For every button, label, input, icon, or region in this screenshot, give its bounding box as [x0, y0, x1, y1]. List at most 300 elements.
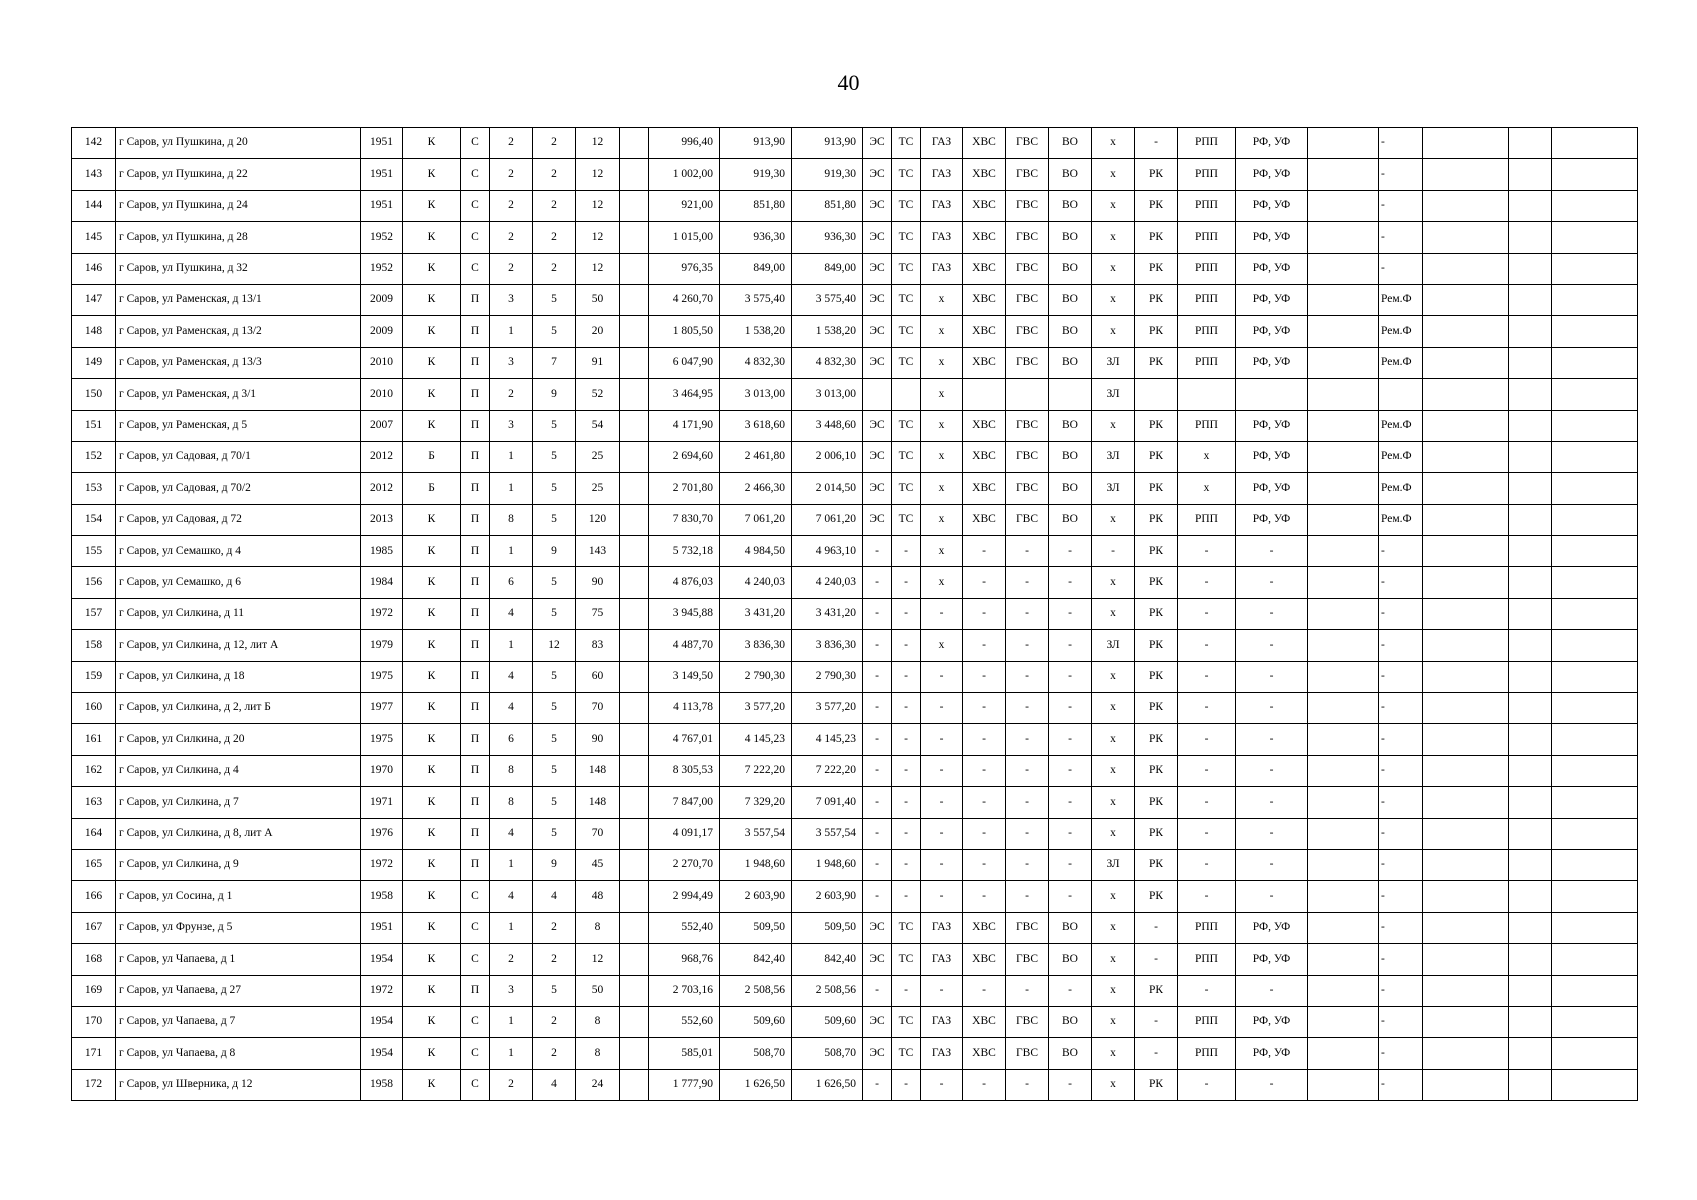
- table-cell: -: [1049, 630, 1092, 661]
- table-cell: РПП: [1178, 284, 1236, 315]
- table-row: [72, 975, 1638, 1006]
- table-cell: 842,40: [792, 944, 863, 975]
- table-cell: 1970: [361, 755, 403, 786]
- table-row: [72, 1038, 1638, 1069]
- table-cell: К: [403, 128, 461, 159]
- table-cell: 45: [576, 849, 620, 880]
- table-cell: -: [1236, 881, 1308, 912]
- table-cell: 6: [490, 567, 533, 598]
- table-cell: 508,70: [720, 1038, 792, 1069]
- table-cell: х: [1092, 284, 1135, 315]
- table-cell: РК: [1135, 975, 1178, 1006]
- table-cell: 919,30: [720, 159, 792, 190]
- table-cell: РК: [1135, 347, 1178, 378]
- table-cell: П: [461, 410, 490, 441]
- table-row: [72, 504, 1638, 535]
- table-cell: ЭС: [863, 347, 892, 378]
- table-cell: 1 002,00: [649, 159, 720, 190]
- table-cell: -: [921, 787, 963, 818]
- table-cell: -: [1006, 755, 1049, 786]
- table-cell: ХВС: [963, 222, 1006, 253]
- table-cell: 8: [490, 755, 533, 786]
- table-row: [72, 410, 1638, 441]
- table-cell: 2: [533, 1006, 576, 1037]
- table-cell: -: [921, 849, 963, 880]
- table-cell: 2 790,30: [720, 661, 792, 692]
- table-cell: [620, 881, 649, 912]
- table-cell: [1178, 379, 1236, 410]
- table-cell: [1552, 1006, 1638, 1037]
- table-cell: 2: [490, 128, 533, 159]
- table-cell: 2 603,90: [720, 881, 792, 912]
- table-cell: -: [1379, 1038, 1423, 1069]
- table-cell: 2007: [361, 410, 403, 441]
- table-cell: 2009: [361, 316, 403, 347]
- table-cell: -: [1379, 881, 1423, 912]
- table-cell: [1509, 410, 1552, 441]
- table-cell: [1236, 379, 1308, 410]
- table-cell: ЭС: [863, 159, 892, 190]
- table-cell: К: [403, 693, 461, 724]
- table-cell: П: [461, 693, 490, 724]
- table-cell: 143: [576, 536, 620, 567]
- table-cell: 7: [533, 347, 576, 378]
- table-cell: -: [963, 881, 1006, 912]
- table-cell: РПП: [1178, 944, 1236, 975]
- table-cell: ЭС: [863, 128, 892, 159]
- table-cell: ХВС: [963, 128, 1006, 159]
- table-cell: 921,00: [649, 190, 720, 221]
- table-cell: 849,00: [720, 253, 792, 284]
- table-cell: г Саров, ул Пушкина, д 32: [116, 253, 361, 284]
- table-cell: [1552, 379, 1638, 410]
- table-cell: [1509, 159, 1552, 190]
- table-cell: 2 508,56: [720, 975, 792, 1006]
- table-cell: ГАЗ: [921, 253, 963, 284]
- table-row: [72, 253, 1638, 284]
- table-row: [72, 724, 1638, 755]
- table-cell: -: [1379, 190, 1423, 221]
- table-cell: 149: [72, 347, 116, 378]
- table-cell: [1509, 504, 1552, 535]
- table-cell: -: [1006, 567, 1049, 598]
- table-cell: 7 830,70: [649, 504, 720, 535]
- table-cell: 2: [490, 222, 533, 253]
- table-cell: 2: [533, 128, 576, 159]
- table-cell: 143: [72, 159, 116, 190]
- table-cell: -: [863, 661, 892, 692]
- table-cell: 170: [72, 1006, 116, 1037]
- table-cell: [1423, 975, 1509, 1006]
- table-cell: [1308, 159, 1379, 190]
- table-cell: -: [1236, 536, 1308, 567]
- table-cell: 1972: [361, 975, 403, 1006]
- table-cell: 1972: [361, 598, 403, 629]
- table-row: [72, 818, 1638, 849]
- table-cell: х: [1092, 222, 1135, 253]
- table-cell: [963, 379, 1006, 410]
- table-cell: -: [1135, 128, 1178, 159]
- table-cell: К: [403, 881, 461, 912]
- table-cell: г Саров, ул Силкина, д 4: [116, 755, 361, 786]
- table-cell: С: [461, 944, 490, 975]
- table-cell: РК: [1135, 222, 1178, 253]
- table-cell: -: [1379, 787, 1423, 818]
- table-cell: [1552, 190, 1638, 221]
- table-cell: РФ, УФ: [1236, 441, 1308, 472]
- table-cell: [1552, 787, 1638, 818]
- table-cell: 165: [72, 849, 116, 880]
- table-cell: [1308, 755, 1379, 786]
- table-cell: ТС: [892, 159, 921, 190]
- table-cell: 1951: [361, 190, 403, 221]
- table-cell: РФ, УФ: [1236, 222, 1308, 253]
- table-cell: -: [1178, 881, 1236, 912]
- table-cell: 3 448,60: [792, 410, 863, 441]
- table-cell: РК: [1135, 849, 1178, 880]
- table-cell: 509,50: [720, 912, 792, 943]
- table-cell: 2009: [361, 284, 403, 315]
- table-cell: 1976: [361, 818, 403, 849]
- table-cell: ГАЗ: [921, 222, 963, 253]
- table-cell: -: [921, 661, 963, 692]
- table-cell: -: [892, 630, 921, 661]
- table-cell: С: [461, 881, 490, 912]
- table-cell: ВО: [1049, 944, 1092, 975]
- table-cell: -: [1236, 818, 1308, 849]
- table-cell: х: [1092, 128, 1135, 159]
- table-cell: РПП: [1178, 410, 1236, 441]
- table-cell: К: [403, 755, 461, 786]
- table-cell: П: [461, 755, 490, 786]
- table-cell: 145: [72, 222, 116, 253]
- table-cell: 2 603,90: [792, 881, 863, 912]
- table-cell: 9: [533, 379, 576, 410]
- table-cell: [1308, 190, 1379, 221]
- table-cell: [1552, 724, 1638, 755]
- table-cell: К: [403, 536, 461, 567]
- table-cell: [1423, 284, 1509, 315]
- table-cell: 3 149,50: [649, 661, 720, 692]
- table-cell: -: [863, 818, 892, 849]
- table-cell: -: [1379, 724, 1423, 755]
- table-cell: 1 805,50: [649, 316, 720, 347]
- table-cell: 5: [533, 787, 576, 818]
- table-cell: ВО: [1049, 347, 1092, 378]
- table-cell: РПП: [1178, 222, 1236, 253]
- table-cell: [1308, 975, 1379, 1006]
- table-cell: 1: [490, 536, 533, 567]
- table-cell: [1552, 159, 1638, 190]
- table-cell: С: [461, 1038, 490, 1069]
- table-cell: -: [892, 1069, 921, 1100]
- table-cell: -: [863, 881, 892, 912]
- table-row: [72, 598, 1638, 629]
- table-cell: 156: [72, 567, 116, 598]
- table-row: [72, 1069, 1638, 1100]
- table-cell: [1308, 441, 1379, 472]
- table-cell: 157: [72, 598, 116, 629]
- table-cell: 968,76: [649, 944, 720, 975]
- table-cell: ЭС: [863, 944, 892, 975]
- table-cell: 54: [576, 410, 620, 441]
- table-row: [72, 661, 1638, 692]
- table-cell: ЗЛ: [1092, 379, 1135, 410]
- table-cell: 90: [576, 567, 620, 598]
- table-cell: ЭС: [863, 222, 892, 253]
- table-cell: х: [921, 284, 963, 315]
- table-cell: 161: [72, 724, 116, 755]
- table-cell: [620, 284, 649, 315]
- table-cell: -: [1178, 693, 1236, 724]
- table-cell: ТС: [892, 504, 921, 535]
- table-cell: 6 047,90: [649, 347, 720, 378]
- table-cell: -: [1049, 755, 1092, 786]
- table-cell: г Саров, ул Силкина, д 7: [116, 787, 361, 818]
- table-row: [72, 284, 1638, 315]
- table-cell: ТС: [892, 912, 921, 943]
- table-cell: -: [863, 849, 892, 880]
- table-cell: -: [1379, 1069, 1423, 1100]
- table-cell: [1308, 567, 1379, 598]
- table-cell: 1: [490, 316, 533, 347]
- table-cell: ВО: [1049, 222, 1092, 253]
- table-cell: -: [1049, 1069, 1092, 1100]
- table-cell: х: [1092, 787, 1135, 818]
- table-cell: 60: [576, 661, 620, 692]
- table-cell: -: [1049, 787, 1092, 818]
- table-cell: П: [461, 536, 490, 567]
- table-cell: -: [1379, 912, 1423, 943]
- table-cell: -: [863, 536, 892, 567]
- table-cell: ХВС: [963, 473, 1006, 504]
- table-cell: 585,01: [649, 1038, 720, 1069]
- table-cell: 4: [490, 881, 533, 912]
- table-cell: [1423, 347, 1509, 378]
- table-cell: х: [1092, 818, 1135, 849]
- table-cell: [1423, 1038, 1509, 1069]
- table-cell: К: [403, 222, 461, 253]
- table-cell: 25: [576, 473, 620, 504]
- table-cell: ЗЛ: [1092, 441, 1135, 472]
- table-cell: 1: [490, 441, 533, 472]
- table-cell: К: [403, 598, 461, 629]
- table-cell: ГВС: [1006, 128, 1049, 159]
- table-cell: К: [403, 159, 461, 190]
- table-cell: 12: [576, 128, 620, 159]
- table-cell: П: [461, 598, 490, 629]
- table-cell: Рем.Ф: [1379, 347, 1423, 378]
- table-cell: -: [1379, 755, 1423, 786]
- table-cell: [1509, 441, 1552, 472]
- table-cell: [1552, 473, 1638, 504]
- table-cell: -: [892, 567, 921, 598]
- table-cell: ГВС: [1006, 473, 1049, 504]
- table-cell: 913,90: [792, 128, 863, 159]
- table-cell: 2 703,16: [649, 975, 720, 1006]
- table-cell: 155: [72, 536, 116, 567]
- table-cell: ТС: [892, 410, 921, 441]
- table-cell: г Саров, ул Силкина, д 18: [116, 661, 361, 692]
- table-cell: [620, 724, 649, 755]
- table-cell: -: [1006, 849, 1049, 880]
- table-cell: 2012: [361, 473, 403, 504]
- table-cell: ЭС: [863, 441, 892, 472]
- table-cell: 148: [576, 787, 620, 818]
- table-cell: -: [921, 693, 963, 724]
- table-cell: [1509, 190, 1552, 221]
- table-cell: -: [1049, 693, 1092, 724]
- table-cell: х: [921, 504, 963, 535]
- table-cell: ТС: [892, 1006, 921, 1037]
- table-row: [72, 128, 1638, 159]
- table-cell: 159: [72, 661, 116, 692]
- table-cell: [1552, 441, 1638, 472]
- table-cell: -: [1379, 849, 1423, 880]
- table-cell: 5 732,18: [649, 536, 720, 567]
- table-cell: ЭС: [863, 1038, 892, 1069]
- table-row: [72, 912, 1638, 943]
- table-cell: ТС: [892, 253, 921, 284]
- table-cell: ХВС: [963, 912, 1006, 943]
- table-cell: 4: [490, 598, 533, 629]
- table-cell: 50: [576, 975, 620, 1006]
- table-cell: 1975: [361, 661, 403, 692]
- table-cell: -: [963, 567, 1006, 598]
- table-cell: РФ, УФ: [1236, 347, 1308, 378]
- table-cell: 4: [490, 818, 533, 849]
- table-cell: [1552, 410, 1638, 441]
- table-cell: ХВС: [963, 347, 1006, 378]
- table-cell: 163: [72, 787, 116, 818]
- table-cell: ВО: [1049, 504, 1092, 535]
- table-cell: РФ, УФ: [1236, 253, 1308, 284]
- table-cell: [1552, 849, 1638, 880]
- table-cell: -: [1236, 1069, 1308, 1100]
- table-cell: 8: [576, 1006, 620, 1037]
- table-cell: РПП: [1178, 1006, 1236, 1037]
- table-cell: [1509, 818, 1552, 849]
- table-cell: [1509, 284, 1552, 315]
- table-cell: -: [1178, 567, 1236, 598]
- table-cell: [1308, 693, 1379, 724]
- table-cell: ЭС: [863, 1006, 892, 1037]
- table-cell: 1: [490, 912, 533, 943]
- table-cell: 2: [490, 379, 533, 410]
- table-cell: х: [921, 379, 963, 410]
- table-cell: [1308, 379, 1379, 410]
- table-cell: 7 061,20: [792, 504, 863, 535]
- table-cell: [620, 128, 649, 159]
- table-cell: х: [1092, 1038, 1135, 1069]
- table-cell: [1308, 284, 1379, 315]
- table-cell: РК: [1135, 441, 1178, 472]
- table-cell: -: [1006, 536, 1049, 567]
- table-cell: ЭС: [863, 473, 892, 504]
- table-cell: РПП: [1178, 504, 1236, 535]
- table-cell: [1049, 379, 1092, 410]
- table-cell: г Саров, ул Сосина, д 1: [116, 881, 361, 912]
- table-cell: К: [403, 347, 461, 378]
- table-cell: [1423, 818, 1509, 849]
- table-cell: ТС: [892, 347, 921, 378]
- table-cell: [1308, 1006, 1379, 1037]
- table-cell: 4 876,03: [649, 567, 720, 598]
- table-cell: К: [403, 504, 461, 535]
- table-cell: -: [921, 598, 963, 629]
- table-cell: -: [1379, 253, 1423, 284]
- table-row: [72, 755, 1638, 786]
- table-cell: 151: [72, 410, 116, 441]
- table-cell: С: [461, 159, 490, 190]
- table-cell: х: [1092, 1006, 1135, 1037]
- table-cell: РФ, УФ: [1236, 912, 1308, 943]
- table-cell: [1509, 379, 1552, 410]
- table-cell: -: [1379, 818, 1423, 849]
- table-cell: 8: [576, 912, 620, 943]
- table-cell: ВО: [1049, 473, 1092, 504]
- table-cell: -: [863, 975, 892, 1006]
- table-cell: 90: [576, 724, 620, 755]
- table-cell: [1509, 128, 1552, 159]
- table-cell: РК: [1135, 567, 1178, 598]
- table-cell: х: [1092, 504, 1135, 535]
- table-cell: 849,00: [792, 253, 863, 284]
- table-cell: [620, 755, 649, 786]
- table-cell: [620, 598, 649, 629]
- table-cell: Рем.Ф: [1379, 504, 1423, 535]
- table-cell: [1308, 504, 1379, 535]
- table-cell: ГАЗ: [921, 1038, 963, 1069]
- table-cell: Рем.Ф: [1379, 473, 1423, 504]
- table-cell: 5: [533, 284, 576, 315]
- table-cell: [1423, 316, 1509, 347]
- table-cell: 851,80: [720, 190, 792, 221]
- table-cell: Рем.Ф: [1379, 410, 1423, 441]
- table-cell: -: [1178, 598, 1236, 629]
- table-cell: 5: [533, 316, 576, 347]
- table-cell: 12: [576, 159, 620, 190]
- table-cell: К: [403, 379, 461, 410]
- table-cell: К: [403, 1038, 461, 1069]
- table-cell: К: [403, 1006, 461, 1037]
- table-cell: -: [1049, 724, 1092, 755]
- table-cell: 1: [490, 473, 533, 504]
- table-cell: 4 240,03: [720, 567, 792, 598]
- table-cell: 1: [490, 630, 533, 661]
- table-cell: -: [1135, 944, 1178, 975]
- table-cell: ХВС: [963, 159, 1006, 190]
- table-cell: ВО: [1049, 159, 1092, 190]
- table-cell: П: [461, 441, 490, 472]
- table-cell: [1509, 630, 1552, 661]
- table-cell: 2 508,56: [792, 975, 863, 1006]
- table-cell: Б: [403, 441, 461, 472]
- table-cell: РК: [1135, 284, 1178, 315]
- table-cell: П: [461, 849, 490, 880]
- table-cell: 1: [490, 1006, 533, 1037]
- table-cell: 70: [576, 693, 620, 724]
- table-cell: 7 222,20: [720, 755, 792, 786]
- table-cell: х: [1092, 316, 1135, 347]
- table-row: [72, 473, 1638, 504]
- table-cell: ХВС: [963, 441, 1006, 472]
- table-cell: РФ, УФ: [1236, 944, 1308, 975]
- table-cell: 164: [72, 818, 116, 849]
- table-cell: -: [1379, 222, 1423, 253]
- table-cell: [1509, 881, 1552, 912]
- table-cell: [1552, 598, 1638, 629]
